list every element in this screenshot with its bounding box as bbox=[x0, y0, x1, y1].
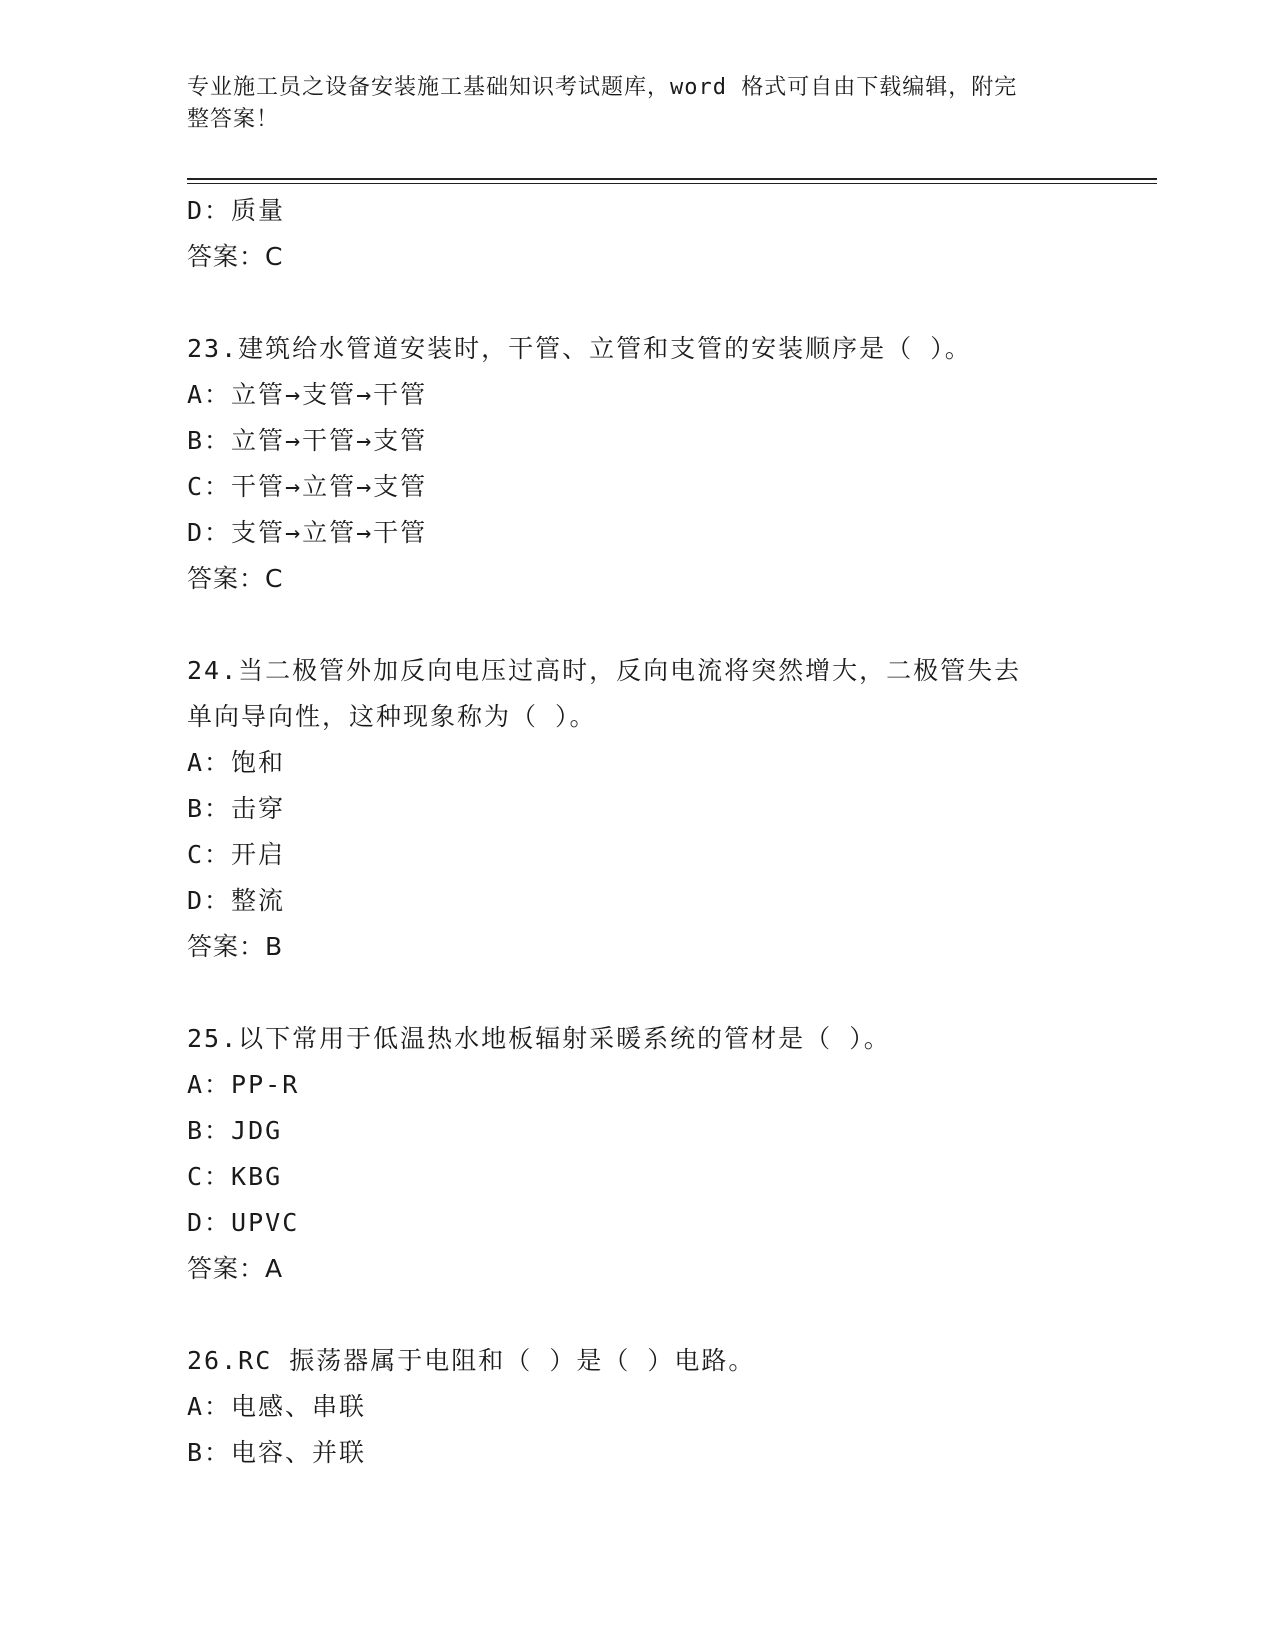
question-22-tail bbox=[187, 188, 1087, 280]
question-stem: 25.以下常用于低温热水地板辐射采暖系统的管材是（ ）。 bbox=[187, 1024, 891, 1053]
question-stem-continued: 单向导向性，这种现象称为（ ）。 bbox=[187, 702, 597, 731]
option-c: C：开启 bbox=[187, 840, 286, 869]
option-d: D：UPVC bbox=[187, 1208, 300, 1237]
option-d: D：支管→立管→干管 bbox=[187, 518, 428, 547]
question-26 bbox=[187, 1338, 1087, 1476]
spacer bbox=[187, 602, 1087, 648]
answer: 答案：A bbox=[187, 1254, 284, 1283]
option-b: B：电容、并联 bbox=[187, 1438, 367, 1467]
option-a: A：电感、串联 bbox=[187, 1392, 367, 1421]
question-25 bbox=[187, 1016, 1087, 1292]
answer: 答案：C bbox=[187, 242, 284, 271]
answer: 答案：B bbox=[187, 932, 284, 961]
option-d: D：整流 bbox=[187, 886, 286, 915]
option-a: A：立管→支管→干管 bbox=[187, 380, 428, 409]
question-24 bbox=[187, 648, 1087, 970]
option-c: C：干管→立管→支管 bbox=[187, 472, 428, 501]
option-b: B：立管→干管→支管 bbox=[187, 426, 428, 455]
question-stem: 23.建筑给水管道安装时，干管、立管和支管的安装顺序是（ ）。 bbox=[187, 334, 972, 363]
answer: 答案：C bbox=[187, 564, 284, 593]
option-a: A：PP-R bbox=[187, 1070, 300, 1099]
question-23 bbox=[187, 326, 1087, 602]
header-line-1: 专业施工员之设备安装施工基础知识考试题库，word 格式可自由下载编辑，附完 bbox=[187, 75, 1018, 100]
option-d: D：质量 bbox=[187, 196, 286, 225]
option-b: B：击穿 bbox=[187, 794, 286, 823]
question-stem: 26.RC 振荡器属于电阻和（ ）是（ ）电路。 bbox=[187, 1346, 756, 1375]
spacer bbox=[187, 1292, 1087, 1338]
question-list bbox=[187, 188, 1087, 1476]
option-c: C：KBG bbox=[187, 1162, 283, 1191]
spacer bbox=[187, 280, 1087, 326]
spacer bbox=[187, 970, 1087, 1016]
header-rule-thick bbox=[187, 178, 1157, 180]
header-rule-thin bbox=[187, 183, 1157, 184]
question-stem: 24.当二极管外加反向电压过高时，反向电流将突然增大，二极管失去 bbox=[187, 656, 1022, 685]
option-a: A：饱和 bbox=[187, 748, 286, 777]
option-b: B：JDG bbox=[187, 1116, 283, 1145]
header-line-2: 整答案！ bbox=[187, 107, 280, 132]
document-header bbox=[187, 72, 1067, 136]
